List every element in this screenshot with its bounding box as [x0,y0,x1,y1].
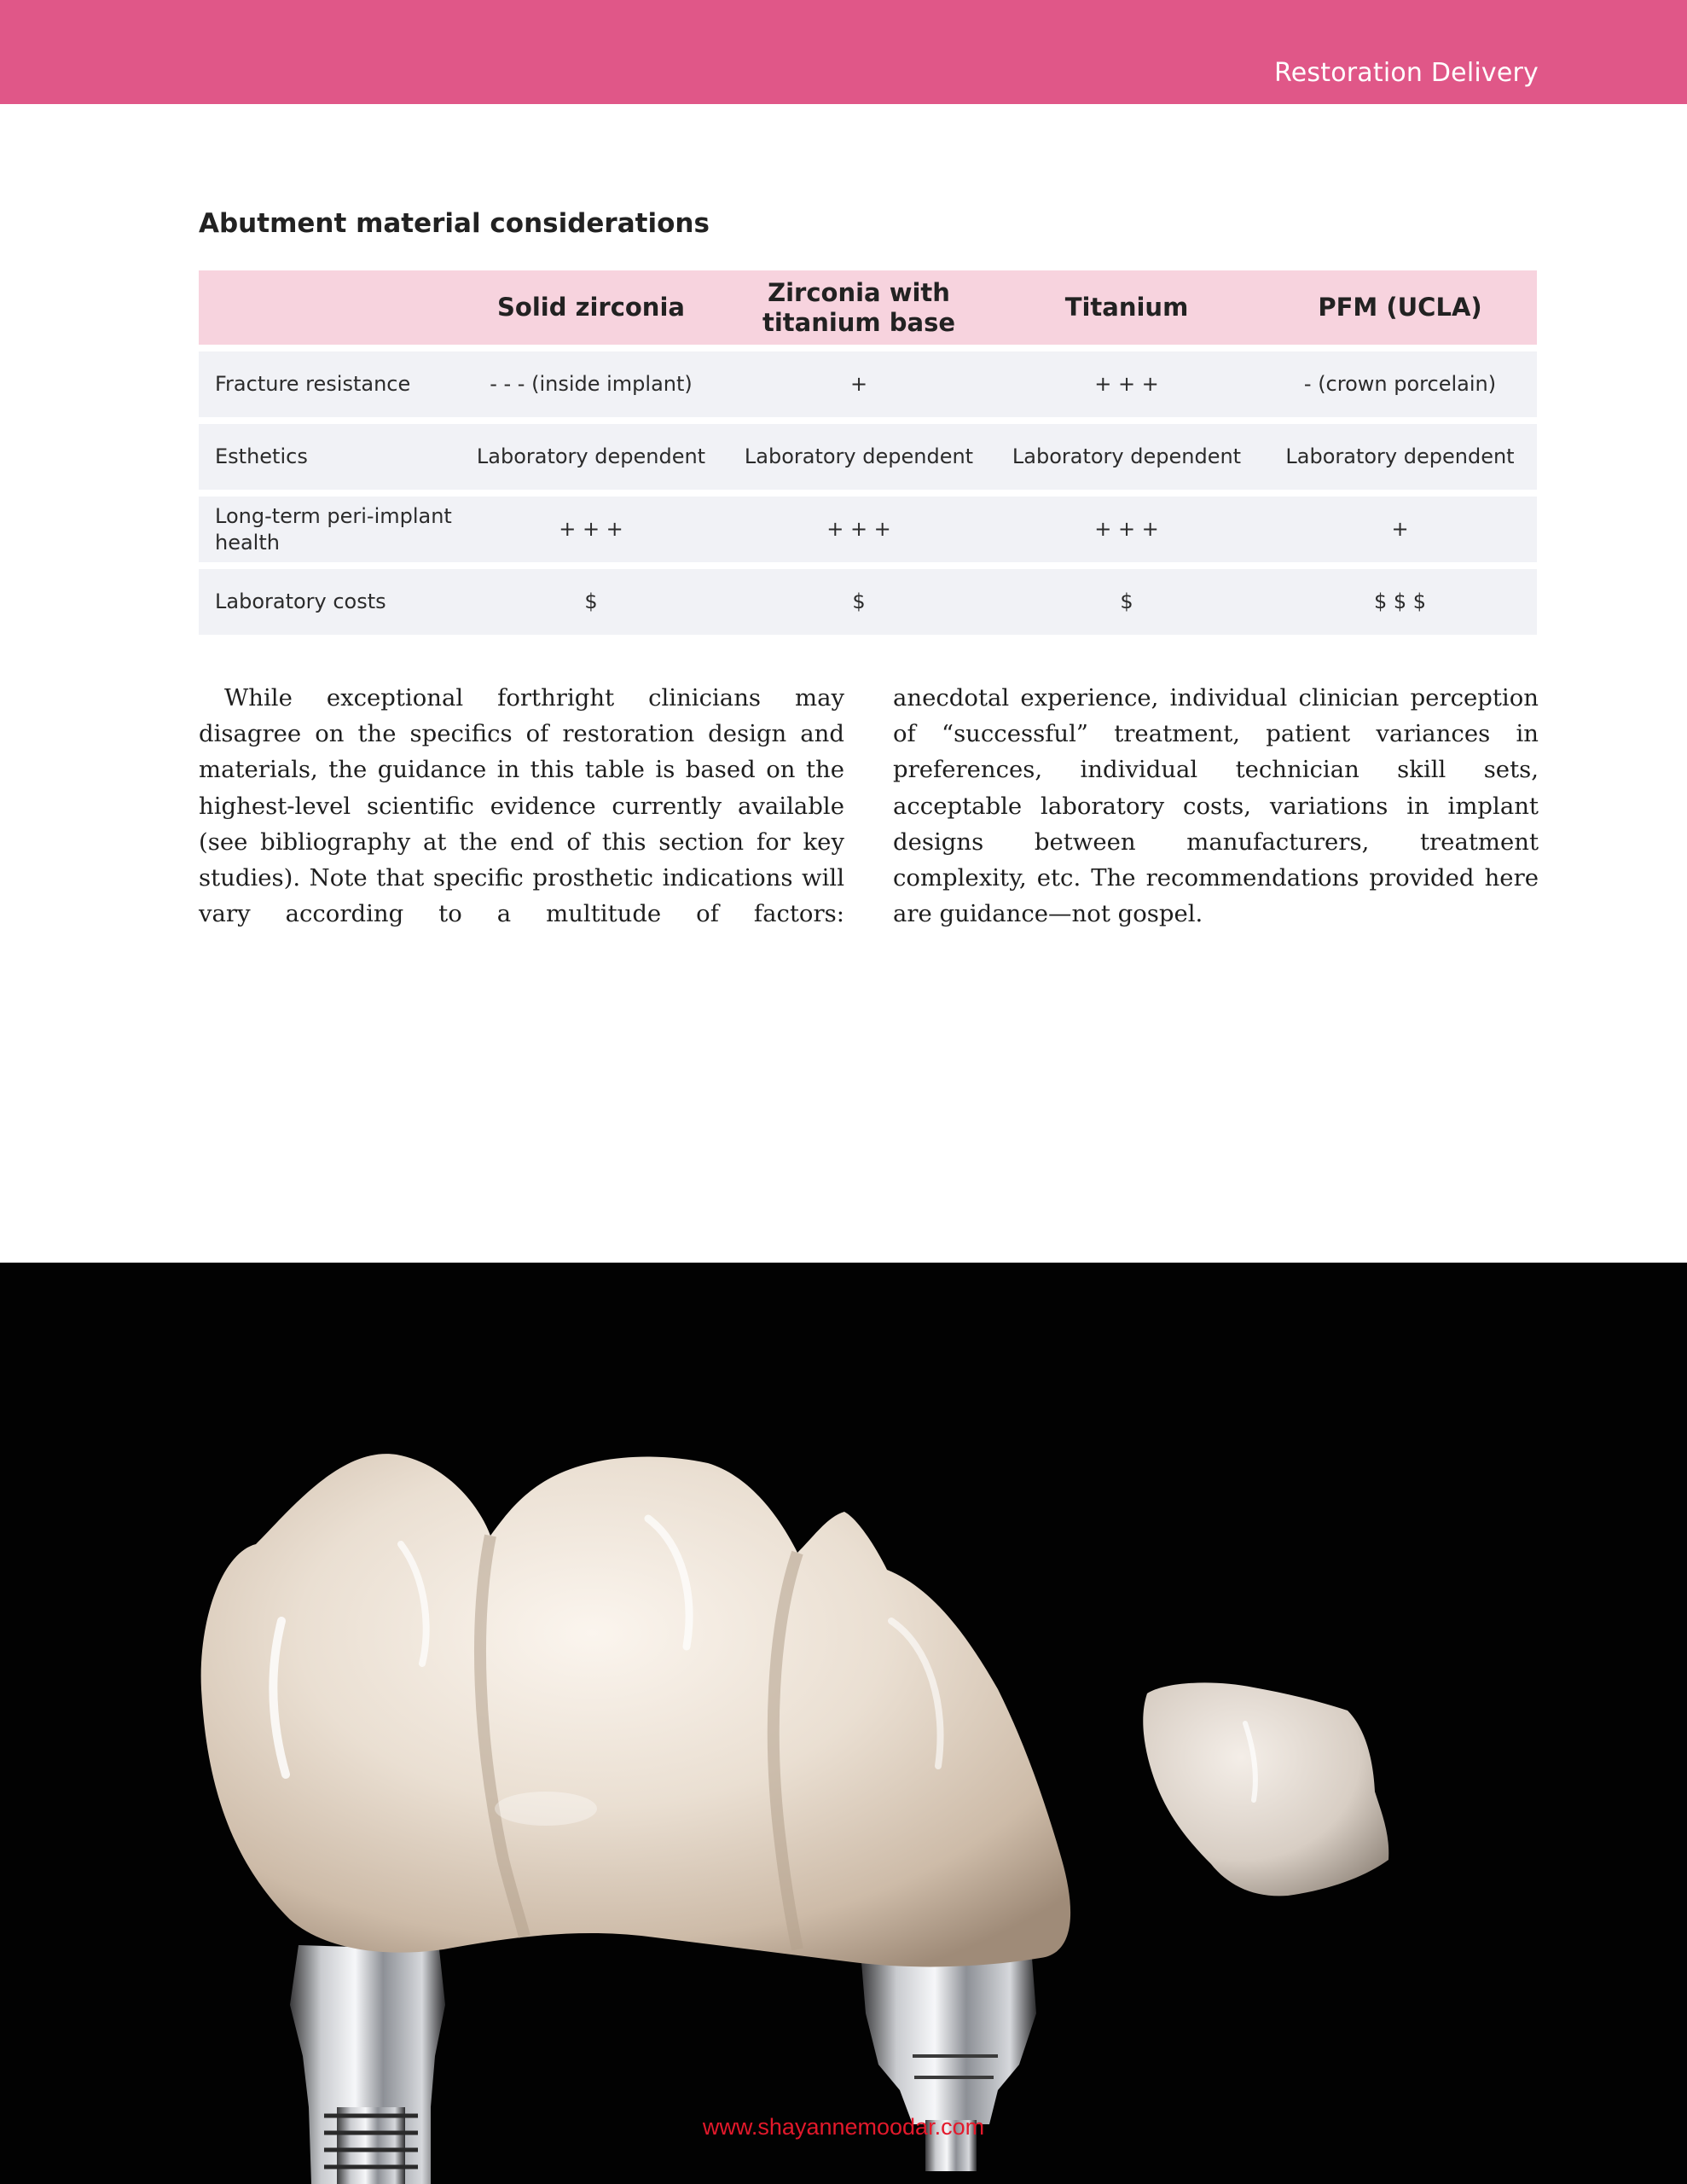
row-label: Laboratory costs [215,590,386,613]
table-cell: Laboratory dependent [1285,444,1515,468]
row-label: Fracture resistance [215,372,411,396]
body-paragraph-right: anecdotal experience, individual clinician perception of “successful” treatment, patient variances in preferences, individual technician skill sets, acceptable laboratory costs, variations in implant designs between manufacturers, treatment complexity, etc. The recommendations provided here are guidance—not gospel. [893,684,1539,928]
table-cell: - - - (inside implant) [490,372,693,396]
table-cell: + [1391,517,1409,541]
table-cell: + [849,372,868,396]
table-row-esthetics [199,424,1537,490]
table-cell: $ [1120,590,1133,613]
dental-bridge-photo [0,1263,1687,2184]
table-cell: $ [584,590,598,613]
implant-abutment-left [290,1945,445,2184]
table-cell: + + + [826,517,891,541]
table-cell: Laboratory dependent [744,444,974,468]
table-cell: Laboratory dependent [1012,444,1242,468]
table-cell: $ [852,590,866,613]
table-row-peri-implant-health [199,497,1537,562]
body-paragraph-left: While exceptional forthright clinicians may disagree on the specifics of restoration design and materials, the guidance in this table is based on the highest-level scientific evidence currently available (see bibliography at the end of this section for key studies). Note that specific prosthetic indications will vary according to a multitude of factors: [199,684,844,928]
table-cell: - (crown porcelain) [1303,372,1497,396]
column-header-empty [199,270,455,345]
row-label: Long-term peri-implant health [215,503,452,555]
running-head: Restoration Delivery [1274,58,1539,88]
row-label: Esthetics [215,444,308,468]
material-table [199,270,1537,642]
porcelain-fragment [1143,1682,1388,1896]
table-cell: + + + [559,517,623,541]
column-header-solid-zirconia: Solid zirconia [497,293,685,322]
table-header-row [199,270,1537,345]
table-cell: + + + [1094,372,1159,396]
column-header-zirconia-titanium-base: Zirconia with titanium base [762,277,956,337]
table-row-fracture-resistance [199,351,1537,417]
table-cell: Laboratory dependent [476,444,706,468]
table-cell: $ $ $ [1373,590,1427,613]
table-row-laboratory-costs [199,569,1537,635]
column-header-titanium: Titanium [1064,293,1189,322]
table-cell: + + + [1094,517,1159,541]
column-header-pfm-ucla: PFM (UCLA) [1318,293,1482,322]
watermark: www.shayannemoodar.com [702,2114,985,2140]
header-band [0,0,1687,104]
table-title: Abutment material considerations [199,208,710,239]
